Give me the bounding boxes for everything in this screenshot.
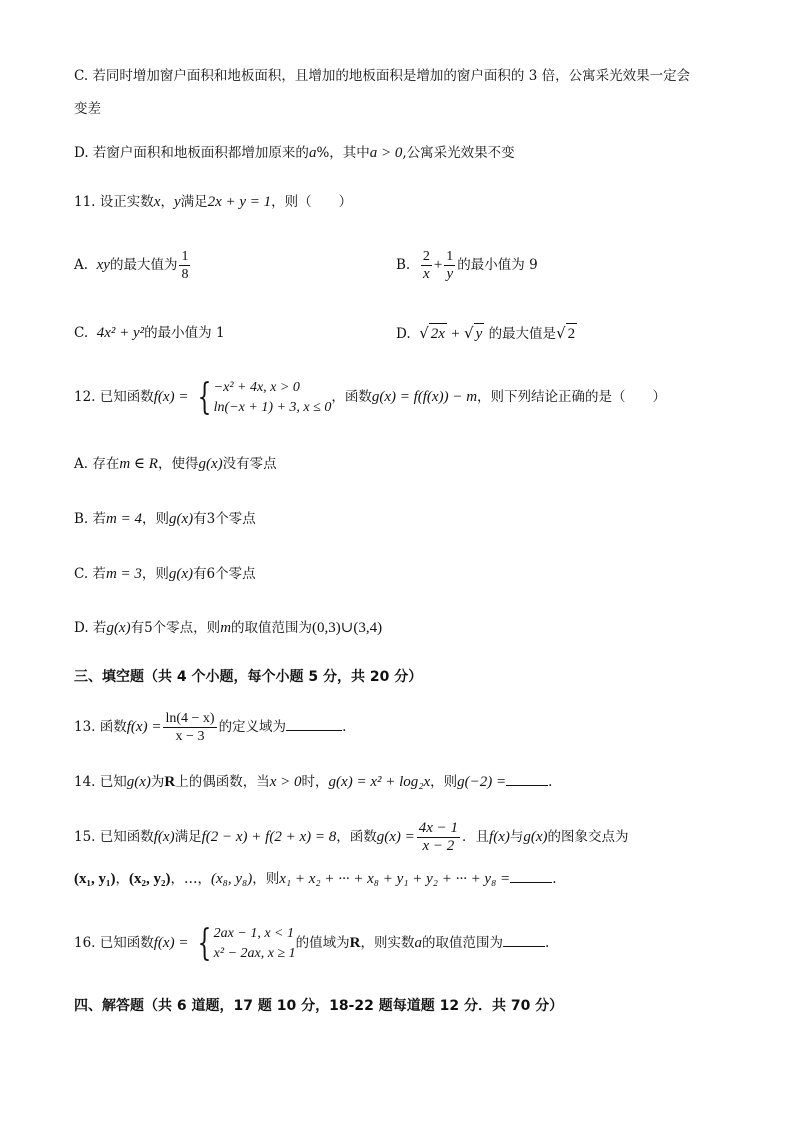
q16-mid3: 的取值范围为: [421, 935, 503, 951]
q13-den: x − 3: [175, 729, 205, 744]
q10-option-c-line2: 变差: [74, 101, 101, 117]
q12-piecewise: [193, 378, 332, 418]
q11-var-x: x: [153, 194, 161, 210]
q12-b-end: 有3个零点: [193, 511, 256, 527]
q14-mid1: 为: [150, 774, 165, 790]
q11-b-text: 的最小值为 9: [457, 257, 538, 273]
q16: [74, 922, 549, 964]
q15-mid1: 满足: [174, 829, 202, 845]
q12-option-a: [74, 454, 277, 474]
q11-b-n2: 1: [446, 249, 454, 264]
q15-fraction: [417, 820, 460, 855]
q11-condition: 2x + y = 1: [207, 194, 272, 210]
q15-mid3: ．且: [462, 829, 490, 845]
q15-answer-blank: [510, 882, 552, 883]
q14-cond: x > 0: [269, 774, 302, 790]
q11-option-d: [396, 323, 577, 344]
q12-b-mid: ，则: [141, 511, 169, 527]
q11-b-frac1: [421, 248, 432, 283]
q11-d-r1: 2x: [429, 323, 447, 344]
q11-var-y: y: [173, 194, 181, 210]
q11-d-text: 的最大值是: [488, 326, 557, 342]
q12-g: g(x) = f(f(x)) − m: [371, 389, 478, 405]
q11-c-text: 的最小值为 1: [144, 325, 225, 341]
q12-a-end: 没有零点: [222, 456, 277, 472]
q15-g2: g(x): [523, 829, 548, 845]
q11-c-label: C.: [74, 325, 89, 341]
q16-R: R: [349, 935, 361, 951]
q16-mid2: ，则实数: [360, 935, 415, 951]
q12-case2: ln(−x + 1) + 3, x ≤ 0: [213, 399, 332, 415]
q12-d-g: g(x): [106, 620, 131, 636]
q15-end: .: [552, 871, 557, 887]
q11-a-num: 1: [181, 249, 189, 264]
q15-f: f(x): [153, 829, 175, 845]
q15-mid2: ，函数: [336, 829, 377, 845]
q13-pre: 13. 函数: [74, 719, 127, 735]
q15-num: 4x − 1: [418, 820, 459, 836]
q15-f2: f(x): [489, 829, 510, 845]
q15-pre: 15. 已知函数: [74, 829, 154, 845]
q15-p1: (x₁, y₁): [74, 871, 116, 887]
q10-d-var: a: [308, 145, 317, 161]
q15-p3: (x₈, y₈): [210, 871, 253, 887]
q11-b-frac2: [444, 248, 455, 283]
q12-a-pre: A. 存在: [74, 456, 120, 472]
q12-stem-mid: ，函数: [331, 389, 372, 405]
q11-a-text: 的最大值为: [109, 257, 178, 273]
q11-sep: ，: [160, 194, 174, 210]
q13-answer-blank: [286, 730, 342, 731]
q12-c-end: 有6个零点: [193, 566, 256, 582]
q11-option-c: [74, 323, 225, 343]
q12-stem-post: ，则下列结论正确的是（ ）: [477, 389, 667, 405]
q11-d-label: D.: [396, 326, 411, 342]
q12-cases: [214, 378, 332, 418]
q12-c-mid: ，则: [141, 566, 169, 582]
q13-end: .: [342, 719, 347, 735]
q11-stem: [74, 192, 352, 212]
q16-mid1: 的值域为: [295, 935, 350, 951]
section-4-heading: 四、解答题（共 6 道题，17 题 10 分，18-22 题每道题 12 分．共 70 分）: [74, 998, 564, 1014]
q16-a: a: [414, 935, 422, 951]
left-brace-icon: {: [197, 376, 212, 418]
q11-c-expr: 4x² + y²: [96, 325, 145, 341]
q11-b-n1: 2: [422, 249, 430, 264]
q16-case1: 2ax − 1, x < 1: [213, 925, 294, 941]
q12-c-pre: C. 若: [74, 566, 106, 582]
q12-option-d: [74, 618, 382, 638]
sqrt-icon: √: [556, 324, 566, 342]
q12-d-m: m: [220, 620, 232, 636]
q12-b-pre: B. 若: [74, 511, 107, 527]
section-3-heading: 三、填空题（共 4 个小题，每个小题 5 分，共 20 分）: [74, 669, 423, 685]
q14-g: g(x): [126, 774, 151, 790]
q14-R: R: [164, 774, 176, 790]
q15-eq: f(2 − x) + f(2 + x) = 8: [201, 829, 337, 845]
sqrt-icon: √: [419, 324, 429, 342]
q15-p2: (x₂, y₂): [128, 871, 171, 887]
q12-a-g: g(x): [198, 456, 223, 472]
q11-b-plus: +: [433, 257, 443, 273]
q11-d-r3: 2: [566, 323, 578, 344]
q13-post: 的定义域为: [218, 719, 287, 735]
q11-option-a: [74, 248, 192, 283]
q10-d-mid: %，其中: [316, 145, 370, 161]
q12-f: f(x) =: [153, 389, 189, 405]
q10-d-pre: D. 若窗户面积和地板面积都增加原来的: [74, 145, 309, 161]
q11-b-label: B.: [396, 257, 411, 273]
q11-stem-pre: 11. 设正实数: [74, 194, 154, 210]
q13: [74, 708, 346, 746]
q15-c2: ，…，: [170, 871, 211, 887]
q11-a-expr: xy: [96, 257, 110, 273]
q11-a-label: A.: [74, 257, 89, 273]
q11-stem-post: ，则（ ）: [271, 194, 353, 210]
q15-mid4: 与: [509, 829, 524, 845]
q12-a-post: ，使得: [157, 456, 199, 472]
q12-c-m: m = 3: [105, 566, 142, 582]
q12-stem: [74, 376, 666, 418]
q11-a-fraction: [179, 248, 190, 283]
q12-option-c: [74, 564, 256, 584]
q15-c1: ，: [115, 871, 129, 887]
q16-pre: 16. 已知函数: [74, 935, 154, 951]
q12-option-b: [74, 509, 256, 529]
q13-fraction: [163, 710, 216, 745]
q12-d-pre: D. 若: [74, 620, 107, 636]
q14-expr: g(x) = x² + log₂x: [328, 774, 431, 790]
q15-mid6: ，则: [252, 871, 280, 887]
q12-c-g: g(x): [168, 566, 194, 582]
q14-mid3: 时，: [301, 774, 329, 790]
q16-case2: x² − 2ax, x ≥ 1: [213, 945, 296, 961]
q14-pre: 14. 已知: [74, 774, 127, 790]
q15-sum: x₁ + x₂ + ··· + x₈ + y₁ + y₂ + ··· + y₈ =: [279, 871, 511, 887]
q12-d-mid2: 的取值范围为: [231, 620, 313, 636]
q12-d-mid: 有5个零点，则: [130, 620, 221, 636]
q16-piecewise: [193, 924, 296, 964]
q11-d-r2: y: [474, 323, 485, 344]
q15-line2: [74, 869, 556, 889]
q10-d-cond: a > 0: [369, 145, 403, 161]
q16-cases: [214, 924, 296, 964]
q12-a-m: m ∈ R: [119, 456, 158, 472]
q11-option-b: [396, 248, 538, 283]
q11-a-den: 8: [181, 267, 189, 282]
q14-mid2: 上的偶函数，当: [175, 774, 270, 790]
q13-num: ln(4 − x): [165, 711, 215, 726]
q10-option-d: [74, 143, 515, 163]
q15-mid5: 的图象交点为: [547, 829, 629, 845]
q11-stem-mid: 满足: [180, 194, 208, 210]
sqrt-icon: √: [464, 324, 474, 342]
q15-g: g(x) =: [376, 829, 415, 845]
q13-f: f(x) =: [126, 719, 162, 735]
q12-d-range: (0,3)∪(3,4): [312, 620, 383, 636]
q12-b-m: m = 4: [106, 511, 142, 527]
q14: [74, 772, 552, 792]
q14-end: .: [548, 774, 553, 790]
q12-b-g: g(x): [168, 511, 194, 527]
q11-b-d2: y: [446, 266, 454, 282]
q11-b-d1: x: [422, 266, 430, 282]
q15-line1: [74, 818, 629, 856]
q10-d-post: ,公寓采光效果不变: [402, 145, 515, 161]
left-brace-icon: {: [197, 922, 212, 964]
q16-answer-blank: [503, 946, 545, 947]
q14-ask: g(−2) =: [457, 774, 507, 790]
q14-mid4: ，则: [430, 774, 458, 790]
q10-option-c-line1: C. 若同时增加窗户面积和地板面积，且增加的地板面积是增加的窗户面积的 3 倍，公寓采光效果一定会: [74, 68, 691, 84]
q16-end: .: [544, 935, 550, 951]
q14-answer-blank: [506, 785, 548, 786]
q12-case1: −x² + 4x, x > 0: [213, 379, 300, 395]
q15-den: x − 2: [422, 838, 455, 854]
q12-stem-pre: 12. 已知函数: [74, 389, 154, 405]
q16-f: f(x) =: [153, 935, 189, 951]
q11-d-plus: +: [451, 326, 460, 342]
